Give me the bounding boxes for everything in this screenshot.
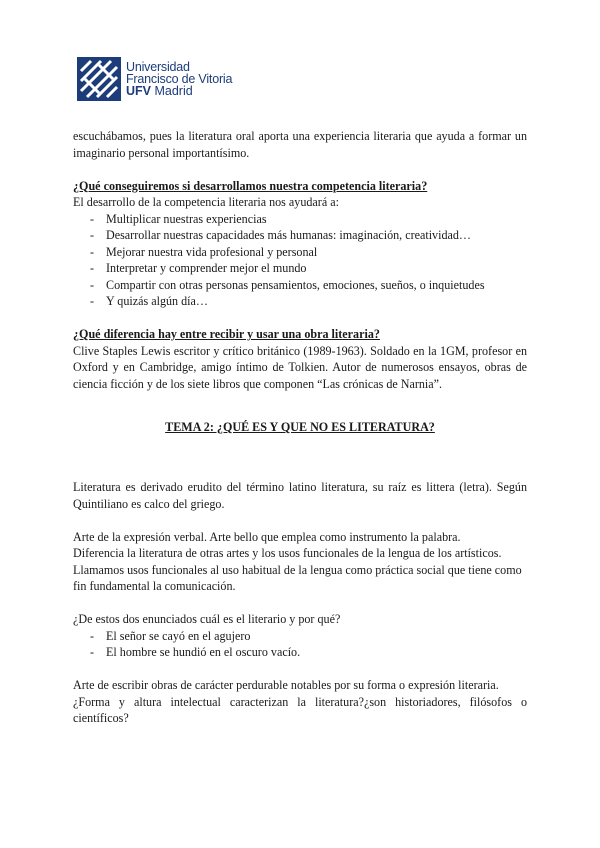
arte-line-1: Arte de la expresión verbal. Arte bello que emplea como instrumento la palabra.	[73, 529, 461, 544]
list-item: - El señor se cayó en el agujero	[73, 628, 527, 645]
arte-line-2: Diferencia la literatura de otras artes y los usos funcionales de la lengua de los artísticos.	[73, 546, 502, 560]
list-item: - Mejorar nuestra vida profesional y personal	[73, 244, 527, 261]
question-text: ¿De estos dos enunciados cuál es el literario y por qué?	[73, 612, 341, 626]
logo-text	[126, 61, 232, 97]
closing-line-2: ¿Forma y altura intelectual caracterizan la literatura?¿son historiadores, filósofos o científicos?	[73, 694, 527, 725]
document-body	[73, 128, 527, 727]
logo-line-name: Francisco de Vitoria	[126, 72, 233, 86]
list-item: - El hombre se hundió en el oscuro vacío.	[73, 644, 527, 661]
list-item: - Multiplicar nuestras experiencias	[73, 211, 527, 228]
section1-list	[73, 211, 527, 310]
definition-paragraph: Literatura es derivado erudito del término latino literatura, su raíz es littera (letra). Según Quintiliano es calco del griego.	[73, 480, 527, 511]
logo-ufv: UFV	[126, 84, 151, 98]
section1-heading: ¿Qué conseguiremos si desarrollamos nuestra competencia literaria?	[73, 178, 428, 193]
logo-madrid: Madrid	[151, 84, 193, 98]
section1-lead: El desarrollo de la competencia literaria nos ayudará a:	[73, 195, 339, 209]
intro-paragraph: escuchábamos, pues la literatura oral aporta una experiencia literaria que ayuda a formar un imaginario personal importantísimo.	[73, 129, 527, 160]
section2-paragraph: Clive Staples Lewis escritor y crítico británico (1989-1963). Soldado en la 1GM, profesor en Oxford y en Cambridge, amigo íntimo de Tolkien. Autor de numerosos ensayos, obras de ciencia ficción y de los siete libros que componen “Las crónicas de Narnia”.	[73, 343, 527, 391]
university-logo	[77, 56, 232, 102]
closing-line-1: Arte de escribir obras de carácter perdurable notables por su forma o expresión literaria.	[73, 678, 499, 692]
question-list	[73, 628, 527, 661]
section2-heading: ¿Qué diferencia hay entre recibir y usar una obra literaria?	[73, 327, 380, 341]
logo-line-universidad: Universidad	[126, 60, 190, 74]
list-item: - Desarrollar nuestras capacidades más humanas: imaginación, creatividad…	[73, 227, 527, 244]
ufv-emblem-icon	[77, 57, 121, 101]
tema-title: TEMA 2: ¿QUÉ ES Y QUE NO ES LITERATURA?	[165, 420, 435, 434]
list-item: - Interpretar y comprender mejor el mundo	[73, 260, 527, 277]
logo-line-campus	[126, 85, 232, 97]
arte-line-3: Llamamos usos funcionales al uso habitual de la lengua como práctica social que tiene como fin fundamental la comunicación.	[73, 562, 522, 593]
list-item: - Y quizás algún día…	[73, 293, 527, 310]
list-item: - Compartir con otras personas pensamientos, emociones, sueños, o inquietudes	[73, 277, 527, 294]
